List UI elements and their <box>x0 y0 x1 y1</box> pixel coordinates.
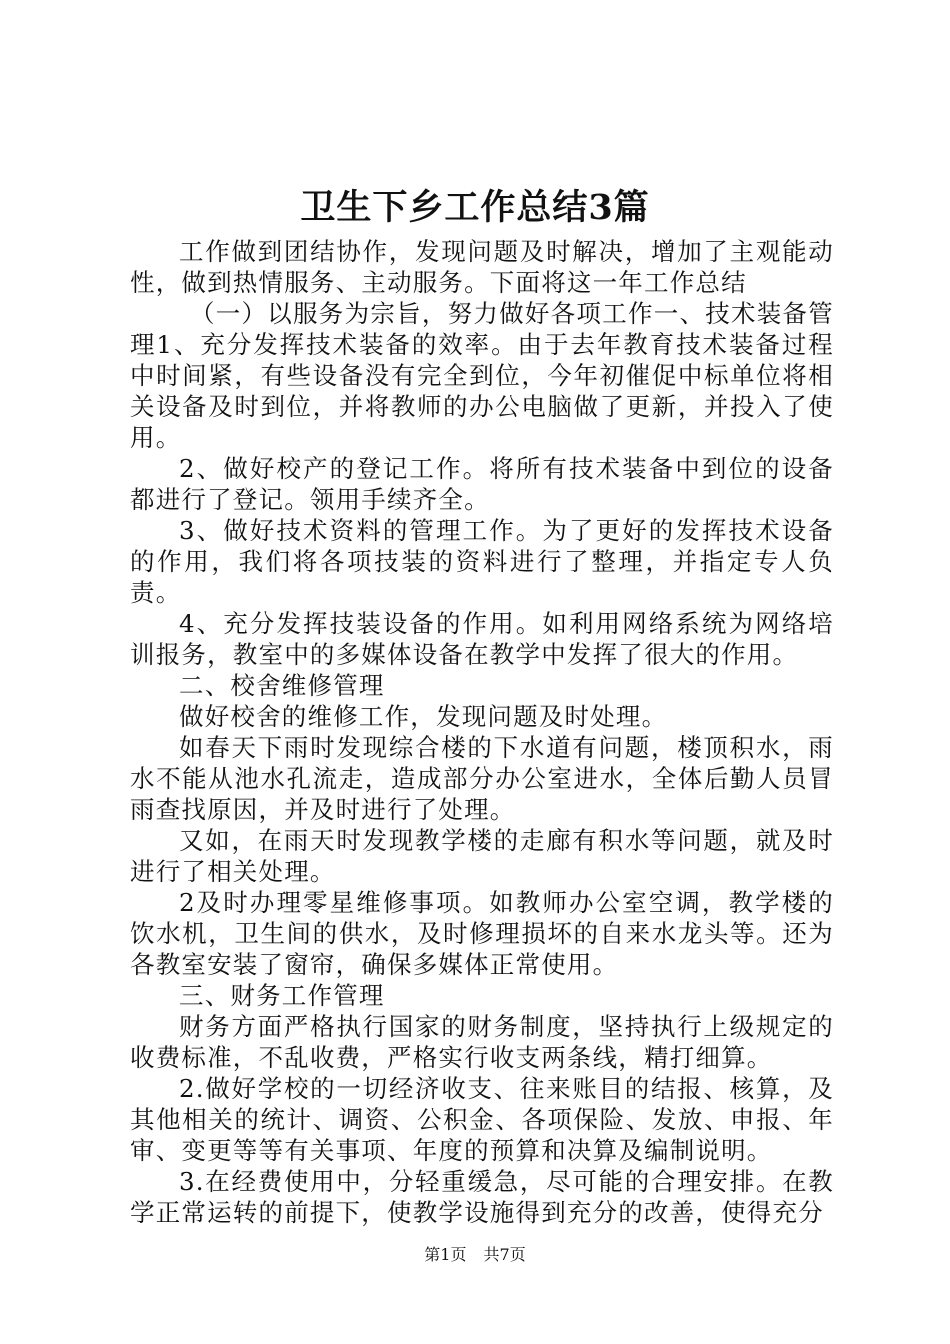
paragraph: 又如，在雨天时发现教学楼的走廊有积水等问题，就及时进行了相关处理。 <box>130 826 834 886</box>
paragraph: 财务方面严格执行国家的财务制度，坚持执行上级规定的收费标准，不乱收费，严格实行收支两条线，精打细算。 <box>130 1012 834 1072</box>
page-number: 第1页 <box>424 1245 467 1264</box>
page-footer <box>0 1245 950 1265</box>
paragraph: 2.做好学校的一切经济收支、往来账目的结报、核算，及其他相关的统计、调资、公积金、各项保险、发放、申报、年审、变更等等有关事项、年度的预算和决算及编制说明。 <box>130 1074 834 1165</box>
paragraph: 4、充分发挥技装设备的作用。如利用网络系统为网络培训报务，教室中的多媒体设备在教学中发挥了很大的作用。 <box>130 609 834 669</box>
page-total: 共7页 <box>483 1245 526 1264</box>
paragraph: 3、做好技术资料的管理工作。为了更好的发挥技术设备的作用，我们将各项技装的资料进行了整理，并指定专人负责。 <box>130 516 834 607</box>
paragraph: 如春天下雨时发现综合楼的下水道有问题，楼顶积水，雨水不能从池水孔流走，造成部分办公室进水，全体后勤人员冒雨查找原因，并及时进行了处理。 <box>130 733 834 824</box>
document-body <box>130 236 834 1228</box>
paragraph: 2及时办理零星维修事项。如教师办公室空调，教学楼的饮水机，卫生间的供水，及时修理损坏的自来水龙头等。还为各教室安装了窗帘，确保多媒体正常使用。 <box>130 888 834 979</box>
paragraph: （一）以服务为宗旨，努力做好各项工作一、技术装备管理1、充分发挥技术装备的效率。由于去年教育技术装备过程中时间紧，有些设备没有完全到位，今年初催促中标单位将相关设备及时到位，并将教师的办公电脑做了更新，并投入了使用。 <box>130 299 834 452</box>
section-heading: 三、财务工作管理 <box>179 981 385 1010</box>
paragraph: 3.在经费使用中，分轻重缓急，尽可能的合理安排。在教学正常运转的前提下，使教学设施得到充分的改善，使得充分 <box>130 1167 834 1227</box>
paragraph: 做好校舍的维修工作，发现问题及时处理。 <box>179 702 668 731</box>
section-heading: 二、校舍维修管理 <box>179 671 385 700</box>
document-title: 卫生下乡工作总结3篇 <box>300 187 650 228</box>
paragraph: 工作做到团结协作，发现问题及时解决，增加了主观能动性，做到热情服务、主动服务。下面将这一年工作总结 <box>130 237 834 297</box>
paragraph: 2、做好校产的登记工作。将所有技术装备中到位的设备都进行了登记。领用手续齐全。 <box>130 454 834 514</box>
